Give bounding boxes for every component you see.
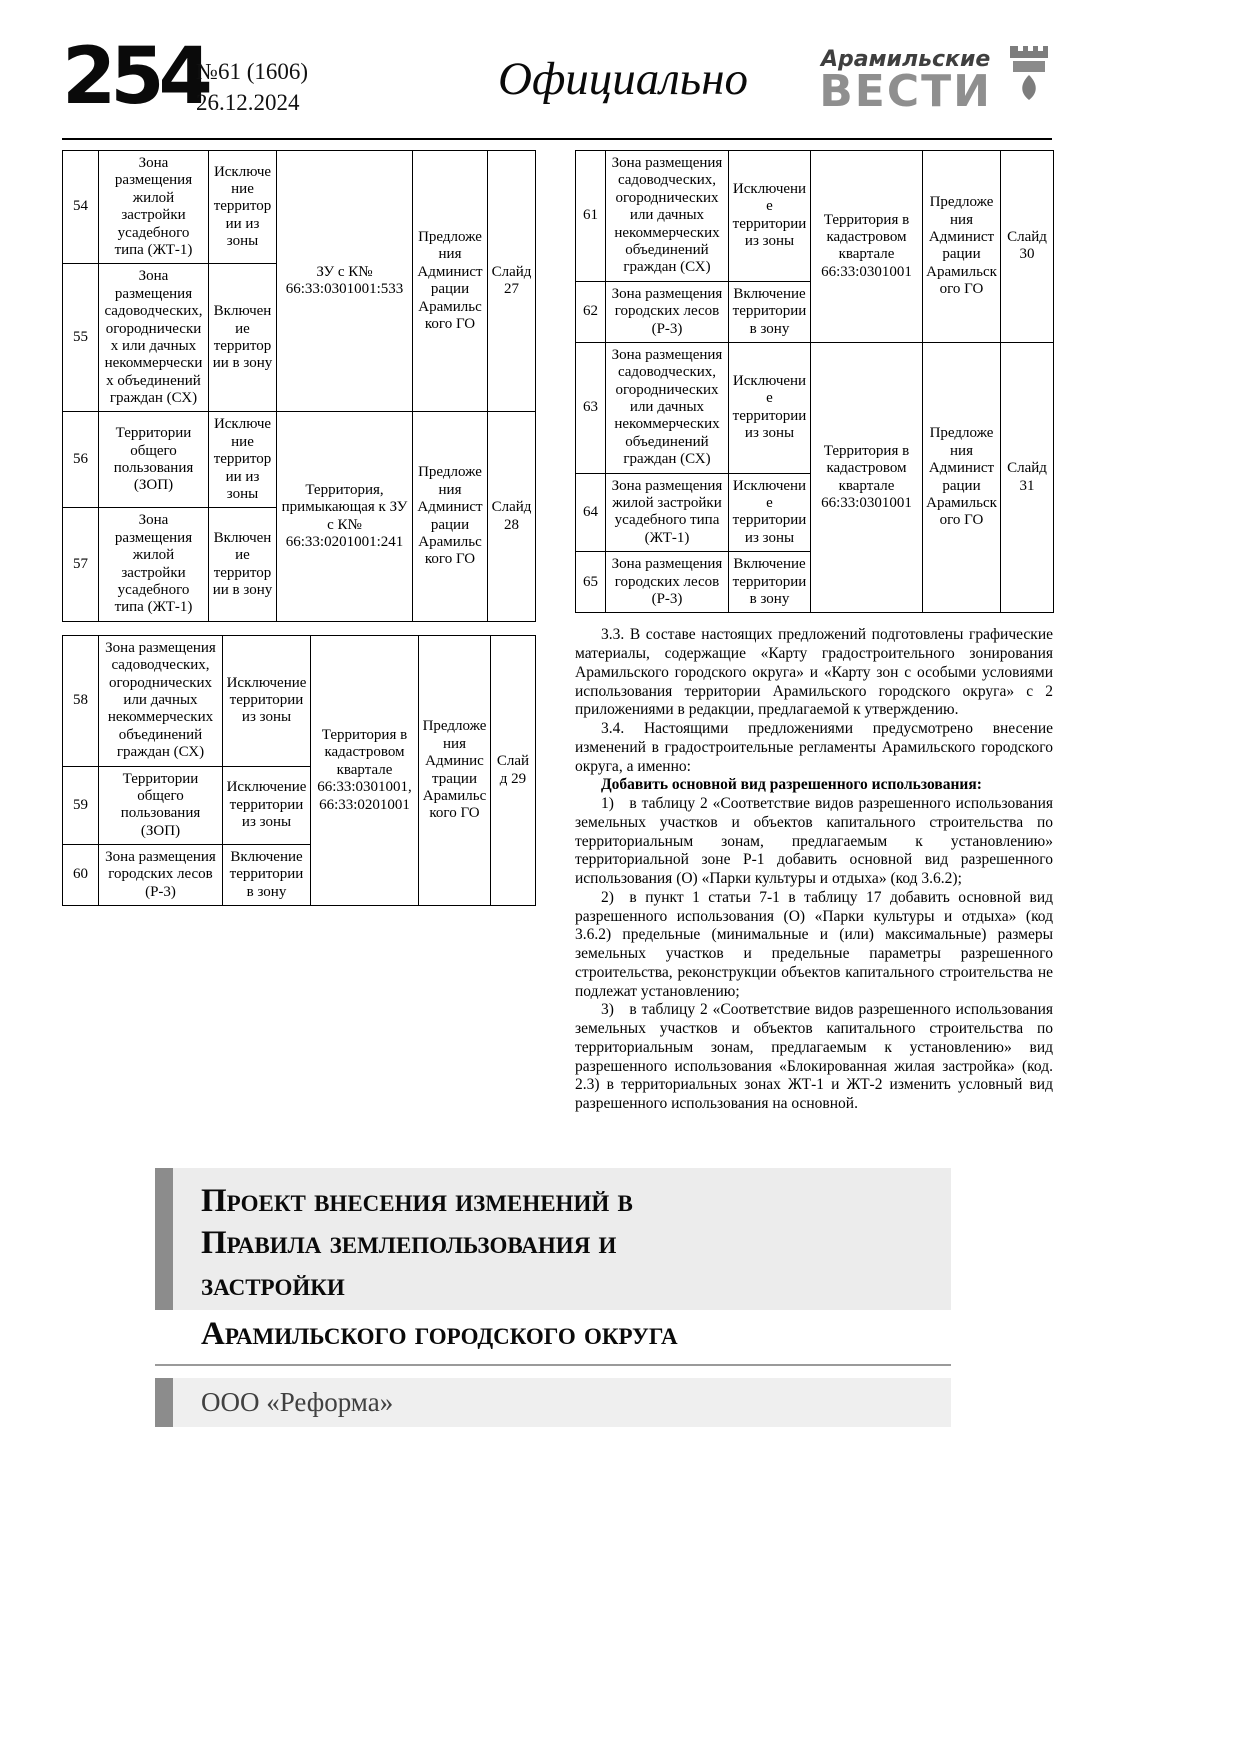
row-number-cell: 65 xyxy=(576,552,606,613)
row-number-cell: 57 xyxy=(63,508,99,621)
row-number-cell: 63 xyxy=(576,342,606,473)
paragraph-3-4: 3.4. Настоящими предложениями предусмотрено внесение изменений в градостроительные регламенты Арамильского городского округа, а именно: xyxy=(575,720,1053,775)
action-cell: Включение территории в зону xyxy=(729,552,811,613)
action-cell: Исключение территории из зоны xyxy=(729,473,811,552)
slide-cell: Слайд 29 xyxy=(491,635,536,905)
zone-cell: Зона размещения городских лесов (Р-3) xyxy=(606,552,729,613)
zone-cell: Зона размещения садоводческих, огороднических или дачных некоммерческих объединений граждан (СХ) xyxy=(606,151,729,282)
row-number-cell: 54 xyxy=(63,151,99,264)
proposal-cell: Предложения Администрации Арамильского ГО xyxy=(413,151,488,412)
list-item-3: 3) в таблицу 2 «Соответствие видов разрешенного использования земельных участков и объектов капитального строительства по территориальным зонам, предлагаемым к установлению» вид разрешенного использования «Блокированная жилая застройка» (код. 2.3) в территориальных зонах ЖТ-1 и ЖТ-2 изменить условный вид разрешенного использования на основной. xyxy=(575,1001,1053,1113)
paragraph-3-3: 3.3. В составе настоящих предложений подготовлены графические материалы, содержащие «Карту градостроительного зонирования Арамильского городского округа» и «Карту зон с особыми условиями использования территории Арамильского городского округа» с 2 приложениями в редакции, предлагаемой к утверждению. xyxy=(575,626,1053,719)
list-item-2: 2) в пункт 1 статьи 7-1 в таблицу 17 добавить основной вид разрешенного использования (О) «Парки культуры и отдыха» (код 3.6.2) предельные (минимальные и (или) максимальные) размеры земельных участков и предельные параметры разрешенного строительства, реконструкции объектов капитального строительства не подлежат установлению; xyxy=(575,888,1053,1000)
zone-cell: Зона размещения жилой застройки усадебного типа (ЖТ-1) xyxy=(99,508,209,621)
article-body xyxy=(575,626,1053,1114)
zone-cell: Территории общего пользования (ЗОП) xyxy=(99,412,209,508)
banner-organization-background xyxy=(173,1378,951,1427)
zone-cell: Зона размещения жилой застройки усадебного типа (ЖТ-1) xyxy=(99,151,209,264)
territory-cell: Территория в кадастровом квартале 66:33:0301001, 66:33:0201001 xyxy=(311,635,419,905)
zone-cell: Зона размещения садоводческих, огороднических или дачных некоммерческих объединений граждан (СХ) xyxy=(99,264,209,412)
action-cell: Включение территории в зону xyxy=(209,508,277,621)
row-number-cell: 55 xyxy=(63,264,99,412)
action-cell: Включение территории в зону xyxy=(209,264,277,412)
row-number-cell: 62 xyxy=(576,281,606,342)
organization-name: ООО «Реформа» xyxy=(201,1387,394,1417)
city-emblem-icon xyxy=(1006,44,1052,106)
brand-name-bottom: ВЕСТИ xyxy=(819,66,992,118)
proposal-cell: Предложения Администрации Арамильского ГО xyxy=(923,342,1001,612)
slide-cell: Слайд 30 xyxy=(1001,151,1054,343)
banner-title-background xyxy=(173,1168,951,1310)
banner-organization-block xyxy=(155,1378,951,1427)
banner-title-block xyxy=(155,1168,951,1310)
newspaper-brand xyxy=(819,47,992,118)
zone-cell: Зона размещения городских лесов (Р-3) xyxy=(99,845,223,906)
banner-left-bar xyxy=(155,1168,173,1310)
row-number-cell: 58 xyxy=(63,635,99,766)
slide-cell: Слайд 31 xyxy=(1001,342,1054,612)
banner-left-bar xyxy=(155,1378,173,1427)
action-cell: Исключение территории из зоны xyxy=(223,766,311,845)
action-cell: Исключение территории из зоны xyxy=(729,151,811,282)
action-cell: Исключение территории из зоны xyxy=(223,635,311,766)
proposal-cell: Предложения Администрации Арамильского ГО xyxy=(419,635,491,905)
table-rows-61-65 xyxy=(575,150,1054,613)
page-header xyxy=(62,32,1052,136)
left-column xyxy=(62,150,535,1114)
row-number-cell: 60 xyxy=(63,845,99,906)
zone-cell: Территории общего пользования (ЗОП) xyxy=(99,766,223,845)
list-item-1: 1) в таблицу 2 «Соответствие видов разрешенного использования земельных участков и объектов капитального строительства по территориальным зонам, предлагаемым к установлению» территориальной зоне Р-1 добавить основной вид разрешенного использования (О) «Парки культуры и отдыха» (код 3.6.2); xyxy=(575,795,1053,888)
action-cell: Включение территории в зону xyxy=(729,281,811,342)
issue-number: №61 (1606) xyxy=(196,59,309,84)
proposal-cell: Предложения Администрации Арамильского ГО xyxy=(413,412,488,621)
table-rows-54-57 xyxy=(62,150,536,622)
content-columns xyxy=(62,150,1053,1114)
right-column xyxy=(575,150,1053,1114)
action-cell: Включение территории в зону xyxy=(223,845,311,906)
table-row xyxy=(63,635,536,766)
action-cell: Исключение территории из зоны xyxy=(209,412,277,508)
zone-cell: Зона размещения городских лесов (Р-3) xyxy=(606,281,729,342)
territory-cell: ЗУ с К№ 66:33:0301001:533 xyxy=(277,151,413,412)
header-divider xyxy=(62,138,1052,140)
zone-cell: Зона размещения садоводческих, огороднических или дачных некоммерческих объединений граждан (СХ) xyxy=(99,635,223,766)
banner-subtitle-row xyxy=(155,1310,951,1366)
action-cell: Исключение территории из зоны xyxy=(729,342,811,473)
row-number-cell: 64 xyxy=(576,473,606,552)
table-row xyxy=(63,151,536,264)
zone-cell: Зона размещения жилой застройки усадебного типа (ЖТ-1) xyxy=(606,473,729,552)
issue-block xyxy=(196,56,308,118)
territory-cell: Территория, примыкающая к ЗУ с К№ 66:33:0201001:241 xyxy=(277,412,413,621)
brand-name-top: Арамильские xyxy=(820,47,991,72)
zone-cell: Зона размещения садоводческих, огороднических или дачных некоммерческих объединений граждан (СХ) xyxy=(606,342,729,473)
territory-cell: Территория в кадастровом квартале 66:33:0301001 xyxy=(811,342,923,612)
proposal-cell: Предложения Администрации Арамильского ГО xyxy=(923,151,1001,343)
banner-subtitle: Арамильского городского округа xyxy=(201,1316,678,1352)
action-cell: Исключение территории из зоны xyxy=(209,151,277,264)
project-title-banner xyxy=(155,1168,951,1427)
row-number-cell: 61 xyxy=(576,151,606,282)
banner-title-line: Проект внесения изменений в xyxy=(201,1183,633,1219)
slide-cell: Слайд 27 xyxy=(488,151,536,412)
bold-subheading: Добавить основной вид разрешенного использования: xyxy=(601,776,982,794)
row-number-cell: 56 xyxy=(63,412,99,508)
banner-title-line: Правила землепользования и xyxy=(201,1225,617,1261)
territory-cell: Территория в кадастровом квартале 66:33:0301001 xyxy=(811,151,923,343)
issue-date: 26.12.2024 xyxy=(196,90,300,116)
page-number: 254 xyxy=(62,32,207,122)
table-row xyxy=(576,151,1054,282)
table-rows-58-60 xyxy=(62,635,536,906)
slide-cell: Слайд 28 xyxy=(488,412,536,621)
section-title: Официально xyxy=(498,53,749,105)
row-number-cell: 59 xyxy=(63,766,99,845)
table-row xyxy=(63,412,536,508)
table-row xyxy=(576,342,1054,473)
banner-title-line: застройки xyxy=(201,1267,345,1303)
